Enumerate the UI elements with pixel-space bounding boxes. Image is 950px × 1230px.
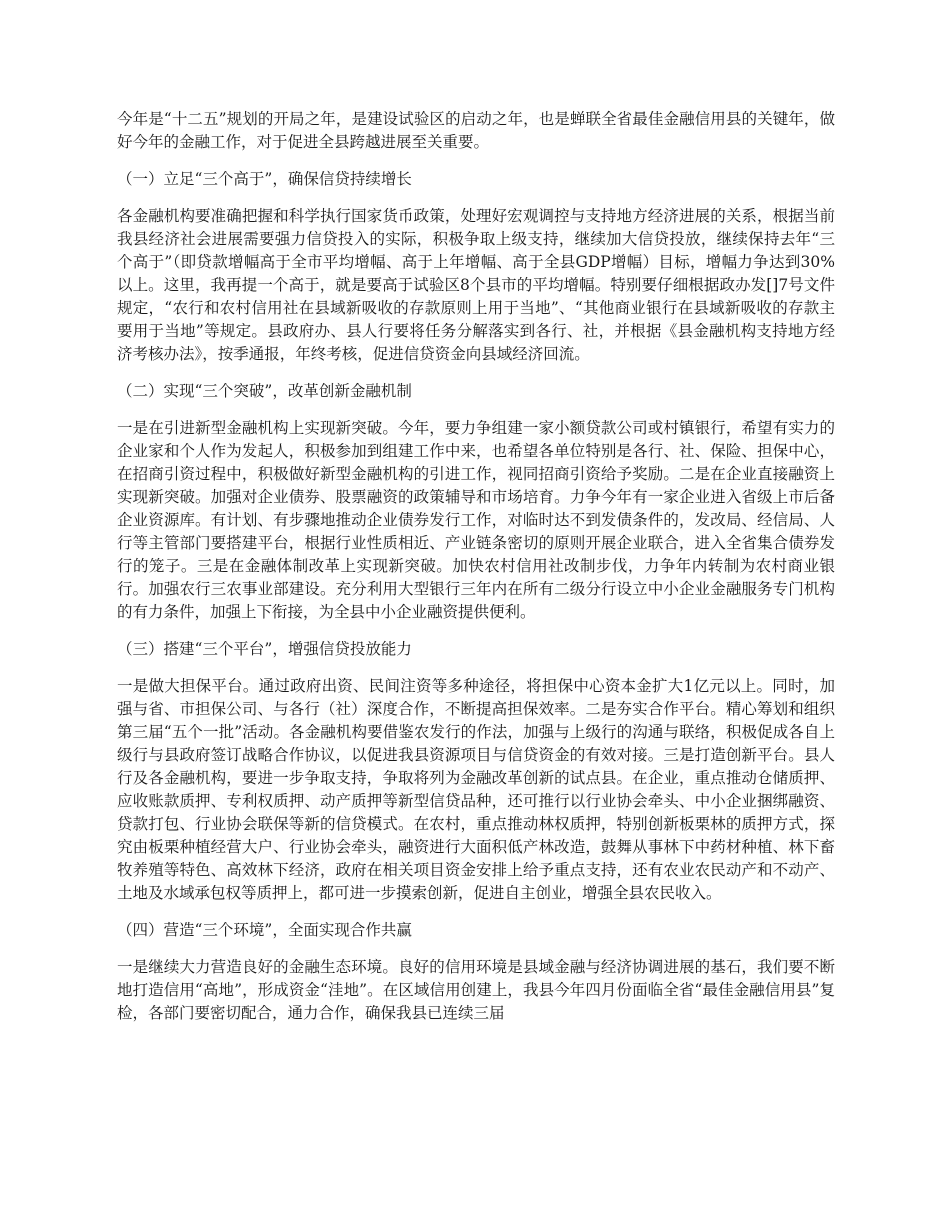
section-4-body: 一是继续大力营造良好的金融生态环境。良好的信用环境是县域金融与经济协调进展的基石，我们要不断地打造信用“高地”，形成资金“洼地”。在区域信用创建上，我县今年四月份面临全省“最佳金融信用县”复检，各部门要密切配合，通力合作，确保我县已连续三届 (117, 958, 835, 1022)
section-1-heading: （一）立足“三个高于”，确保信贷持续增长 (117, 170, 412, 188)
section-2-body: 一是在引进新型金融机构上实现新突破。今年，要力争组建一家小额贷款公司或村镇银行，希望有实力的企业家和个人作为发起人，积极参加到组建工作中来，也希望各单位特别是各行、社、保险、担保中心，在招商引资过程中，积极做好新型金融机构的引进工作，视同招商引资给予奖励。二是在企业直接融资上实现新突破。加强对企业债券、股票融资的政策辅导和市场培育。力争今年有一家企业进入省级上市后备企业资源库。有计划、有步骤地推动企业债券发行工作，对临时达不到发债条件的，发改局、经信局、人行等主管部门要搭建平台，根据行业性质相近、产业链条密切的原则开展企业联合，进入全省集合债券发行的笼子。三是在金融体制改革上实现新突破。加快农村信用社改制步伐，力争年内转制为农村商业银行。加强农行三农事业部建设。充分利用大型银行三年内在所有二级分行设立中小企业金融服务专门机构的有力条件，加强上下衔接，为全县中小企业融资提供便利。 (117, 419, 835, 621)
section-2-heading: （二）实现“三个突破”，改革创新金融机制 (117, 382, 412, 400)
section-3-heading: （三）搭建“三个平台”，增强信贷投放能力 (117, 640, 412, 658)
section-3-body: 一是做大担保平台。通过政府出资、民间注资等多种途径，将担保中心资本金扩大1亿元以上。同时，加强与省、市担保公司、与各行（社）深度合作，不断提高担保效率。二是夯实合作平台。精心筹划和组织第三届“五个一批”活动。各金融机构要借鉴农发行的作法，加强与上级行的沟通与联络，积极促成各自上级行与县政府签订战略合作协议，以促进我县资源项目与信贷资金的有效对接。三是打造创新平台。县人行及各金融机构，要进一步争取支持，争取将列为金融改革创新的试点县。在企业，重点推动仓储质押、应收账款质押、专利权质押、动产质押等新型信贷品种，还可推行以行业协会牵头、中小企业捆绑融资、贷款打包、行业协会联保等新的信贷模式。在农村，重点推动林权质押，特别创新板栗林的质押方式，探究由板栗种植经营大户、行业协会牵头，融资进行大面积低产林改造，鼓舞从事林下中药材种植、林下畜牧养殖等特色、高效林下经济，政府在相关项目资金安排上给予重点支持，还有农业农民动产和不动产、土地及水域承包权等质押上，都可进一步摸索创新，促进自主创业，增强全县农民收入。 (117, 677, 835, 902)
intro-paragraph: 今年是“十二五”规划的开局之年，是建设试验区的启动之年，也是蝉联全省最佳金融信用县的关键年，做好今年的金融工作，对于促进全县跨越进展至关重要。 (117, 110, 835, 151)
document-page (117, 108, 835, 1039)
section-4-heading: （四）营造“三个环境”，全面实现合作共赢 (117, 921, 412, 939)
section-1-body: 各金融机构要准确把握和科学执行国家货币政策，处理好宏观调控与支持地方经济进展的关系，根据当前我县经济社会进展需要强力信贷投入的实际，积极争取上级支持，继续加大信贷投放，继续保持去年“三个高于”（即贷款增幅高于全市平均增幅、高于上年增幅、高于全县GDP增幅）目标，增幅力争达到30%以上。这里，我再提一个高于，就是要高于试验区8个县市的平均增幅。特别要仔细根据政办发[]7号文件规定，“农行和农村信用社在县域新吸收的存款原则上用于当地”、“其他商业银行在县域新吸收的存款主要用于当地”等规定。县政府办、县人行要将任务分解落实到各行、社，并根据《县金融机构支持地方经济考核办法》，按季通报，年终考核，促进信贷资金向县域经济回流。 (117, 207, 835, 363)
